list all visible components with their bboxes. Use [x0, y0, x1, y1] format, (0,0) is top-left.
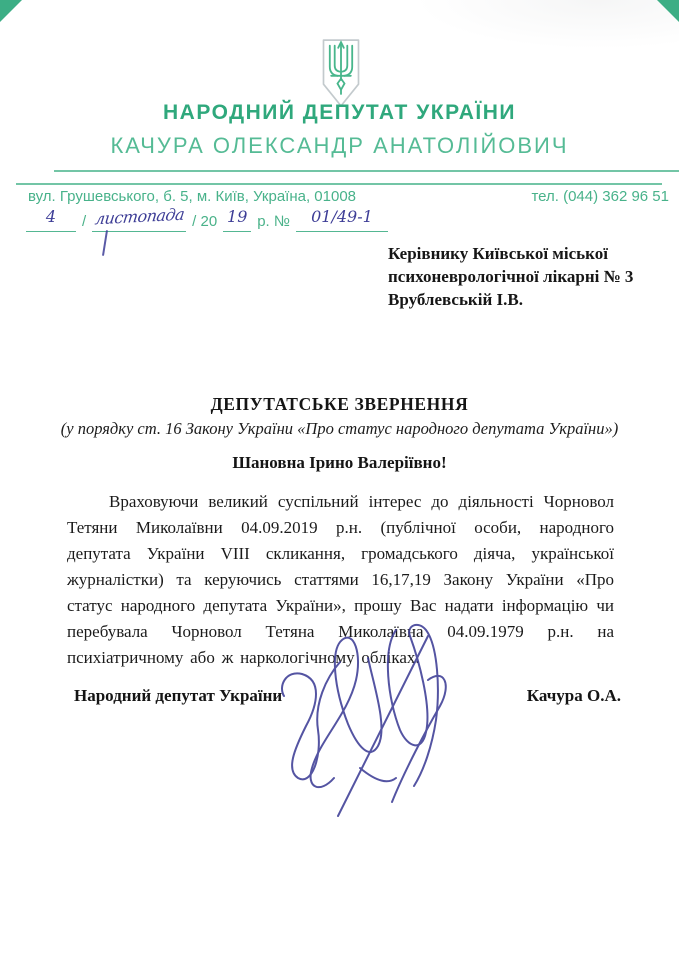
date-day-field: [26, 207, 76, 232]
date-separator: /: [82, 213, 87, 230]
handwritten-month: листопада: [93, 204, 185, 229]
signer-name: Качура О.А.: [526, 686, 621, 705]
letter-body: Враховуючи великий суспільний інтерес до діяльності Чорновол Тетяни Миколаївни 04.09.2019 р.н. (публічної особи, народного депутата України VIII скликання, громадського діяча, української журналістки) та керуючись статтями 16,17,19 Закону України «Про статус народного депутата України», прошу Вас надати інформацію чи перебувала Чорновол Тетяна Миколаївна 04.09.1979 р.н. на психіатричному або ж наркологічному обліках.: [67, 492, 614, 667]
registration-number-field: [296, 207, 388, 232]
letterhead-rule-top: [54, 170, 679, 172]
letterhead-phone: тел. (044) 362 96 51: [531, 188, 669, 205]
document-subtitle: (у порядку ст. 16 Закону України «Про статус народного депутата України»): [60, 419, 619, 438]
recipient-line: Врублевській І.В.: [388, 290, 523, 309]
letterhead-address: вул. Грушевського, б. 5, м. Київ, Україна, 01008: [28, 188, 357, 205]
handwritten-year: 19: [227, 207, 248, 226]
recipient-line: Керівнику Київської міської: [388, 244, 608, 263]
date-registration-line: [26, 206, 388, 232]
salutation: Шановна Ірино Валеріївно!: [232, 453, 447, 472]
corner-accent-top-right: [657, 0, 679, 22]
registration-label: р. №: [257, 213, 290, 230]
date-month-field: [92, 204, 186, 232]
recipient-block: [388, 242, 650, 311]
letterhead-title: НАРОДНИЙ ДЕПУТАТ УКРАЇНИ: [163, 101, 516, 124]
signer-position-label: Народний депутат України: [74, 686, 283, 705]
recipient-line: психоневрологічної лікарні № 3: [388, 267, 634, 286]
handwritten-day: 4: [45, 207, 57, 226]
handwritten-number: 01/49-1: [311, 207, 373, 226]
letterhead-contact-row: [28, 188, 669, 205]
date-year-prefix: / 20: [192, 213, 218, 230]
signature-scribble: [276, 618, 491, 823]
handwriting-descender-stroke: [102, 230, 108, 256]
date-year-field: [223, 207, 251, 232]
document-title: ДЕПУТАТСЬКЕ ЗВЕРНЕННЯ: [210, 394, 469, 414]
letterhead-rule-bottom: [16, 183, 662, 185]
letterhead-deputy-name: КАЧУРА ОЛЕКСАНДР АНАТОЛІЙОВИЧ: [110, 133, 569, 158]
corner-accent-top-left: [0, 0, 22, 22]
tryzub-shield-icon: [320, 37, 362, 109]
